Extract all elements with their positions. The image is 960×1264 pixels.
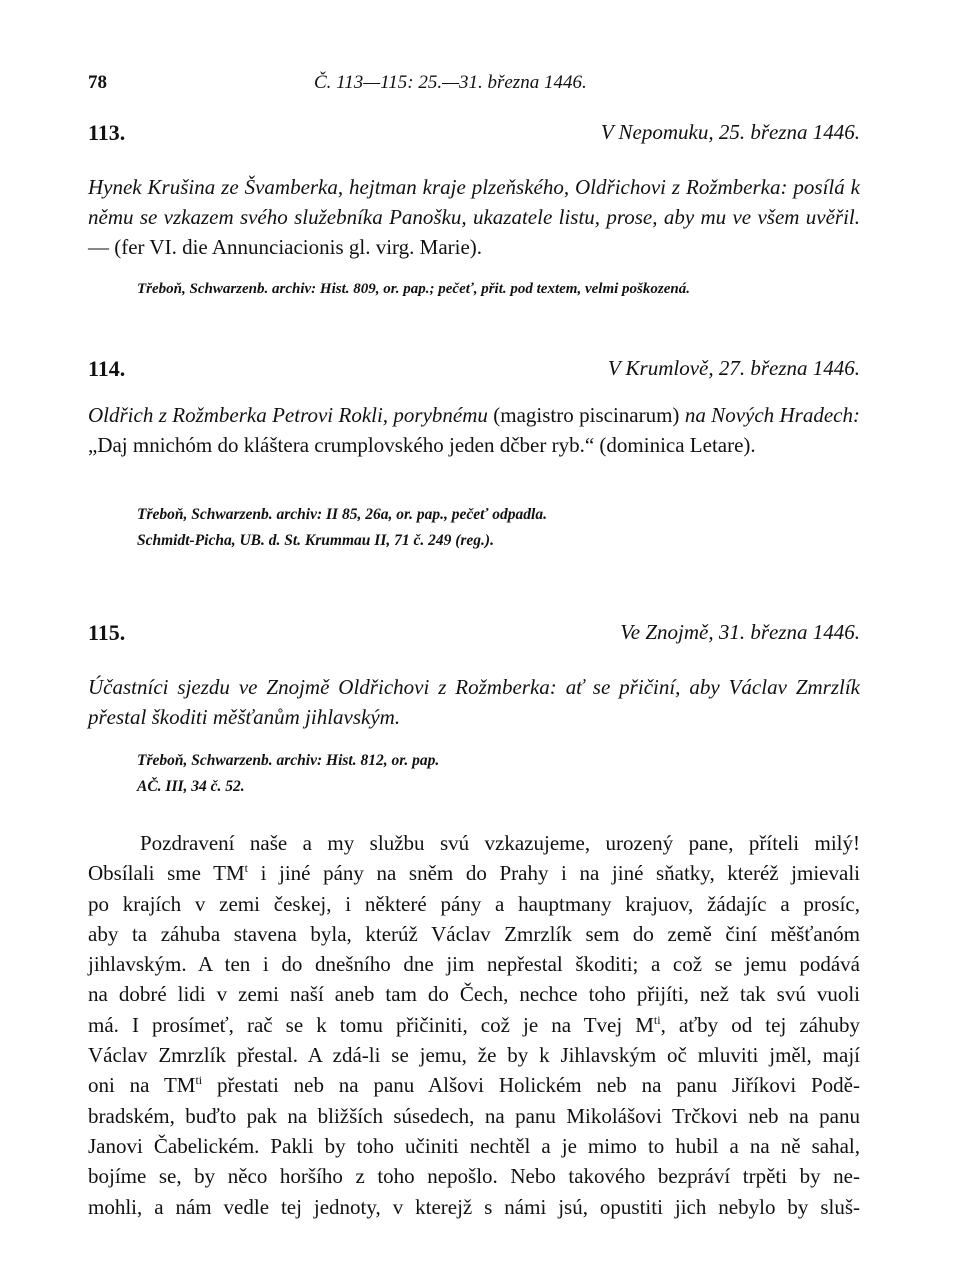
body-line: Obsílali sme $TM^t$ i jiné pány na sněm do Prahy i na jiné sňatky, kteréž jmievali <box>88 861 860 886</box>
body-line: aby ta záhuba stavena byla, kterúž Václav Zmrzlík sem do země činí měšťanóm <box>88 921 860 946</box>
page-number: 78 <box>88 72 107 93</box>
regest-place: na Nových Hradech: <box>684 403 860 427</box>
regest-text: Účastníci sjezdu ve Znojmě Oldřichovi z Rožmberka: ať se přičiní, aby Václav Zmrzlík přestal škoditi měšťanům jihlavským. <box>88 675 860 729</box>
body-line: na dobré lidi v zemi naší aneb tam do Čech, nechce toho přijíti, než tak svú vuoli <box>88 982 860 1007</box>
body-line: má. I prosímeť, rač se k tomu přičiniti, což je na Tvej $M^{ti}$, aťby od tej záhuby <box>88 1012 860 1037</box>
body-line: jihlavským. A ten i do dnešního dne jim nepřestal škoditi; a což se jemu podává <box>88 952 860 977</box>
body-line: bradském, buďto pak na bližších súsedech, na panu Mikolášovi Trčkovi neb na panu <box>88 1103 860 1128</box>
letter-body <box>88 828 860 1222</box>
document-114-regest <box>88 400 860 460</box>
body-line: bojíme se, by něco horšího z toho nepošlo. Nebo takového bezpráví trpěti by ne- <box>88 1164 860 1189</box>
source-note: Schmidt-Picha, UB. d. St. Krummau II, 71 č. 249 (reg.). <box>137 532 494 549</box>
regest-text: Oldřich z Rožmberka Petrovi Rokli, porybnému <box>88 403 488 427</box>
body-line: Václav Zmrzlík přestal. A zdá-li se jemu, že by k Jihlavským oč mluviti jměl, mají <box>88 1043 860 1068</box>
document-114-heading <box>88 356 860 388</box>
body-line: po krajích v zemi českej, i některé pány a hauptmany krajuov, žádajíc a prosíc, <box>88 891 860 916</box>
document-113-regest <box>88 172 860 262</box>
regest-date-note: — (fer VI. die Annunciacionis gl. virg. Marie). <box>88 235 483 259</box>
document-115-heading <box>88 620 860 652</box>
regest-text: Hynek Krušina ze Švamberka, hejtman kraje plzeňského, Oldřichovi z Rožmberka: posílá k němu se vzkazem svého služebníka Panošku, ukazatele listu, prose, aby mu ve všem uvěřil. <box>88 175 860 229</box>
source-note: Třeboň, Schwarzenb. archiv: Hist. 812, or. pap. <box>137 752 440 769</box>
running-head-title: Č. 113—115: 25.—31. března 1446. <box>314 72 587 93</box>
document-number: 113. <box>88 120 126 145</box>
document-number: 115. <box>88 620 126 645</box>
regest-latin-note: (magistro piscinarum) <box>487 403 685 427</box>
document-113-heading <box>88 120 860 152</box>
regest-quote: „Daj mnichóm do kláštera crumplovského jeden dčber ryb.“ (dominica Letare). <box>88 433 756 457</box>
place-date: V Krumlově, 27. března 1446. <box>607 356 860 380</box>
document-115-regest <box>88 672 860 732</box>
source-note: Třeboň, Schwarzenb. archiv: Hist. 809, or. pap.; pečeť, přit. pod textem, velmi poškozená. <box>137 281 690 297</box>
place-date: V Nepomuku, 25. března 1446. <box>600 120 860 144</box>
body-line: Janovi Čabelickém. Pakli by toho učiniti nechtěl a je mimo to hubil a na ně sahal, <box>88 1133 860 1158</box>
source-note: Třeboň, Schwarzenb. archiv: II 85, 26a, or. pap., pečeť odpadla. <box>137 506 547 523</box>
body-line: oni na $TM^{ti}$ přestati neb na panu Alšovi Holickém neb na panu Jiříkovi Podě- <box>88 1073 860 1098</box>
document-number: 114. <box>88 356 126 381</box>
running-head <box>88 72 860 100</box>
source-note: AČ. III, 34 č. 52. <box>137 778 245 795</box>
body-line: Pozdravení naše a my službu svú vzkazujeme, urozený pane, příteli milý! <box>140 831 860 855</box>
place-date: Ve Znojmě, 31. března 1446. <box>620 620 860 644</box>
body-line: mohli, a nám vedle tej jednoty, v kterejž s námi jsú, opustiti jich nebylo by sluš- <box>88 1194 860 1219</box>
